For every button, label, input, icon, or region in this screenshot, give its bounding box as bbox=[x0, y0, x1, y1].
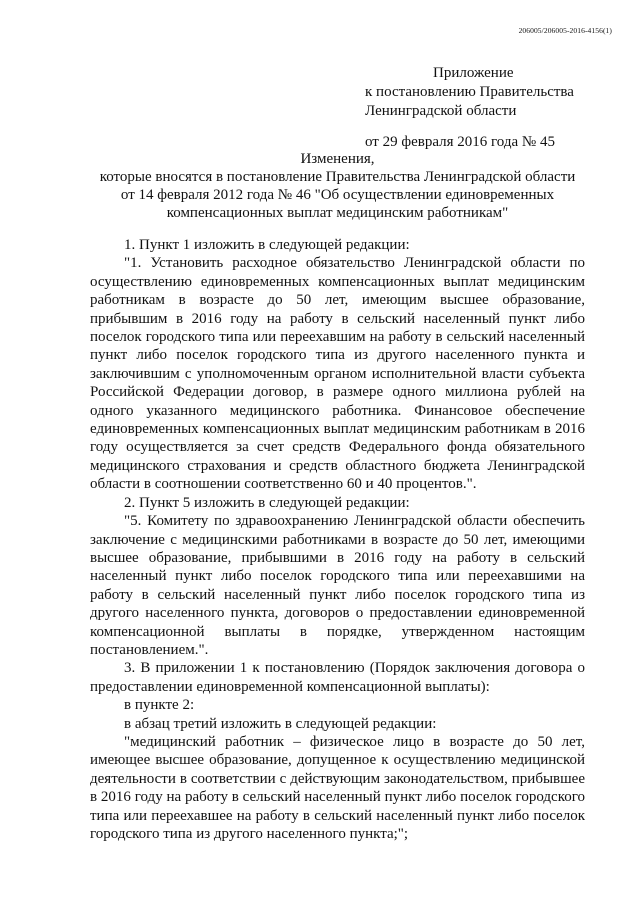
appendix-reference: к постановлению Правительства bbox=[365, 84, 574, 100]
title-line: которые вносятся в постановление Правительства Ленинградской области bbox=[99, 169, 576, 185]
appendix-region: Ленинградской области bbox=[365, 103, 517, 119]
document-title bbox=[85, 150, 590, 222]
appendix-label: Приложение bbox=[433, 65, 514, 81]
paragraph-abzats-3: в абзац третий изложить в следующей редакции: bbox=[124, 715, 437, 732]
title-line: компенсационных выплат медицинским работникам" bbox=[166, 205, 509, 221]
paragraph-item-5-text: "5. Комитету по здравоохранению Ленинградской области обеспечить заключение с медицинскими работниками в возрасте до 50 лет, имеющими высшее образование, прибывшими в 2016 году на работу в сельский населенный пункт либо поселок городского типа или переехавшими на работу в сельский населенный пункт либо поселок городского типа из другого населенного пункта, договоров о предоставлении единовременной компенсационной выплаты в порядке, утвержденном настоящим постановлением.". bbox=[90, 513, 585, 658]
paragraph-item-2: 2. Пункт 5 изложить в следующей редакции: bbox=[124, 494, 410, 511]
paragraph-item-1-text: "1. Установить расходное обязательство Ленинградской области по осуществлению единовременных компенсационных выплат медицинским работникам в возрасте до 50 лет, имеющим высшее образование, прибывшим в 2016 году на работу в сельский населенный пункт либо поселок городского типа или переехавшим на работу в сельский населенный пункт либо поселок городского типа из другого населенного пункта и заключившим с уполномоченным органом исполнительной власти субъекта Российской Федерации договор, в размере одного миллиона рублей на одного указанного медицинского работника. Финансовое обеспечение единовременных компенсационных выплат медицинским работникам в 2016 году осуществляется за счет средств Федерального фонда обязательного медицинского страхования и средств областного бюджета Ленинградской области в соотношении соответственно 60 и 40 процентов.". bbox=[90, 255, 585, 493]
title-line: от 14 февраля 2012 года № 46 "Об осуществлении единовременных bbox=[120, 187, 555, 203]
paragraph-item-1: 1. Пункт 1 изложить в следующей редакции: bbox=[124, 237, 410, 253]
paragraph-definition: "медицинский работник – физическое лицо в возрасте до 50 лет, имеющее высшее образование, допущенное к осуществлению медицинской деятельности в соответствии с действующим законодательством, прибывшее в 2016 году на работу в сельский населенный пункт либо поселок городского типа или переехавшее на работу в сельский населенный пункт либо поселок городского типа из другого населенного пункта;"; bbox=[90, 733, 585, 842]
paragraph-item-3: 3. В приложении 1 к постановлению (Порядок заключения договора о предоставлении единовременной компенсационной выплаты): bbox=[90, 660, 585, 695]
appendix-date: от 29 февраля 2016 года № 45 bbox=[365, 134, 555, 150]
document-id: 206005/206005-2016-4156(1) bbox=[518, 26, 612, 35]
paragraph-point-2: в пункте 2: bbox=[124, 697, 195, 714]
document-body bbox=[90, 236, 585, 843]
title-line: Изменения, bbox=[300, 151, 375, 167]
appendix-header bbox=[365, 64, 625, 152]
